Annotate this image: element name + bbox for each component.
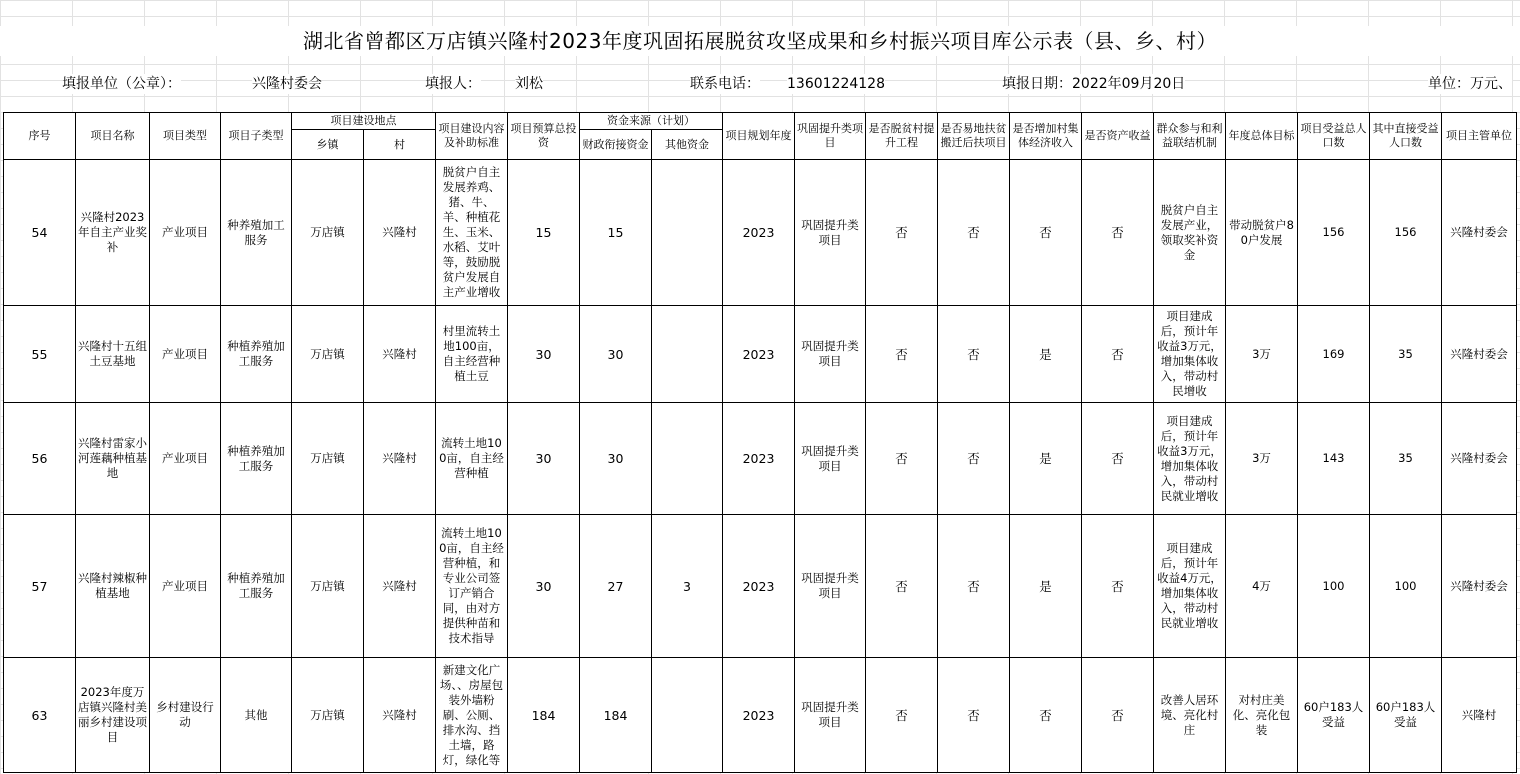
cell-text: 脱贫户自主发展养鸡、猪、牛、羊、种植花生、玉米、水稻、艾叶等，鼓励脱贫户发展自主产业增收	[442, 165, 501, 299]
cell-text: 15	[607, 225, 624, 240]
cell-text: 63	[31, 707, 48, 723]
header-location: 项目建设地点	[292, 113, 436, 130]
cell-direct	[1370, 658, 1442, 773]
cell-seq	[4, 403, 76, 515]
cell-text: 2023	[742, 225, 775, 240]
cell-text: 60户183人受益	[1375, 700, 1436, 729]
cell-plan-year	[723, 403, 795, 515]
cell-text: 项目建成后，预计年收益3万元，增加集体收入，带动村民增收	[1157, 309, 1222, 398]
cell-content	[436, 160, 508, 306]
cell-text: 169	[1322, 346, 1345, 361]
cell-text: 否	[967, 707, 980, 723]
cell-text: 兴隆村辣椒种植基地	[78, 571, 147, 600]
cell-text: 55	[31, 346, 48, 362]
cell-subtype	[221, 515, 292, 658]
cell-relocation	[938, 403, 1010, 515]
cell-text: 万店镇	[310, 707, 345, 722]
cell-collective	[1010, 515, 1082, 658]
cell-poverty-eng	[866, 160, 938, 306]
cell-poverty-eng	[866, 306, 938, 403]
header-annual-goal: 年度总体目标	[1226, 113, 1298, 160]
cell-text: 3	[683, 578, 691, 594]
cell-direct	[1370, 403, 1442, 515]
cell-asset-income	[1082, 403, 1154, 515]
header-mechanism: 群众参与和利益联结机制	[1154, 113, 1226, 160]
cell-poverty-eng	[866, 515, 938, 658]
table-row	[4, 160, 1517, 306]
cell-collective	[1010, 403, 1082, 515]
cell-text: 兴隆村	[382, 225, 417, 239]
cell-text: 万店镇	[310, 451, 345, 465]
cell-other	[652, 515, 723, 658]
cell-other	[652, 306, 723, 403]
cell-text: 万店镇	[310, 346, 345, 361]
cell-fiscal	[580, 160, 652, 306]
cell-text: 30	[535, 451, 552, 466]
cell-village	[364, 306, 436, 403]
cell-text: 改善人居环境、亮化村庄	[1160, 692, 1219, 737]
filler-value: 刘松	[515, 76, 543, 92]
cell-other	[652, 658, 723, 773]
cell-text: 否	[1111, 578, 1124, 594]
cell-annual-goal	[1226, 403, 1298, 515]
header-category: 巩固提升类项目	[795, 113, 866, 160]
cell-text: 否	[895, 346, 908, 362]
cell-budget	[508, 403, 580, 515]
cell-text: 100	[1394, 578, 1417, 593]
cell-direct	[1370, 306, 1442, 403]
cell-text: 巩固提升类项目	[801, 700, 859, 729]
cell-type	[150, 160, 221, 306]
header-collective: 是否增加村集体经济收入	[1010, 113, 1082, 160]
cell-name	[76, 515, 150, 658]
cell-text: 3万	[1252, 346, 1271, 361]
cell-text: 2023	[742, 451, 775, 466]
cell-name	[76, 658, 150, 773]
table-row	[4, 306, 1517, 403]
cell-asset-income	[1082, 658, 1154, 773]
cell-text: 巩固提升类项目	[801, 217, 859, 247]
cell-text: 产业项目	[162, 578, 208, 593]
cell-text: 兴隆村十五组土豆基地	[78, 339, 147, 368]
header-village: 村	[364, 130, 436, 160]
cell-text: 2023	[742, 346, 775, 362]
cell-text: 项目建成后，预计年收益4万元，增加集体收入，带动村民就业增收	[1157, 541, 1222, 630]
header-type: 项目类型	[150, 113, 221, 160]
cell-subtype	[221, 306, 292, 403]
cell-text: 否	[1039, 225, 1052, 240]
cell-category	[795, 515, 866, 658]
header-authority: 项目主管单位	[1442, 113, 1517, 160]
cell-text: 村里流转土地100亩，自主经营种植土豆	[442, 324, 501, 383]
cell-text: 184	[531, 707, 556, 723]
cell-text: 否	[967, 346, 980, 362]
cell-plan-year	[723, 306, 795, 403]
cell-beneficiaries	[1298, 160, 1370, 306]
cell-village	[364, 515, 436, 658]
cell-text: 兴隆村	[382, 707, 417, 722]
cell-asset-income	[1082, 515, 1154, 658]
cell-text: 143	[1322, 451, 1345, 465]
cell-budget	[508, 658, 580, 773]
cell-text: 兴隆村委会	[1450, 225, 1508, 239]
phone-label: 联系电话：	[690, 76, 760, 92]
cell-text: 100	[1322, 578, 1345, 593]
cell-text: 是	[1039, 346, 1052, 362]
cell-text: 否	[1111, 707, 1124, 723]
cell-collective	[1010, 160, 1082, 306]
header-subtype: 项目子类型	[221, 113, 292, 160]
cell-text: 兴隆村	[1461, 707, 1497, 722]
cell-type	[150, 403, 221, 515]
cell-village	[364, 403, 436, 515]
cell-text: 种植养殖加工服务	[227, 339, 285, 368]
cell-asset-income	[1082, 160, 1154, 306]
cell-text: 巩固提升类项目	[801, 339, 859, 368]
cell-budget	[508, 160, 580, 306]
cell-text: 兴隆村	[382, 451, 417, 465]
filler-label: 填报人：	[425, 76, 481, 92]
cell-text: 54	[31, 225, 48, 240]
cell-text: 是	[1039, 451, 1052, 466]
cell-plan-year	[723, 160, 795, 306]
table-row	[4, 515, 1517, 658]
cell-subtype	[221, 658, 292, 773]
header-plan-year: 项目规划年度	[723, 113, 795, 160]
cell-category	[795, 306, 866, 403]
cell-text: 兴隆村委会	[1450, 451, 1508, 465]
cell-text: 35	[1398, 451, 1413, 465]
cell-text: 否	[1039, 707, 1052, 723]
header-town: 乡镇	[292, 130, 364, 160]
cell-fiscal	[580, 658, 652, 773]
cell-text: 兴隆村雷家小河莲藕种植基地	[78, 436, 147, 480]
cell-collective	[1010, 306, 1082, 403]
phone-value: 13601224128	[787, 76, 885, 92]
cell-text: 新建文化广场、、房屋包装外墙粉刷、公厕、排水沟、挡土墙，路灯，绿化等	[439, 662, 504, 767]
cell-mechanism	[1154, 403, 1226, 515]
cell-type	[150, 306, 221, 403]
cell-beneficiaries	[1298, 306, 1370, 403]
cell-town	[292, 160, 364, 306]
header-content: 项目建设内容及补助标准	[436, 113, 508, 160]
cell-fiscal	[580, 403, 652, 515]
cell-village	[364, 160, 436, 306]
cell-authority	[1442, 658, 1517, 773]
cell-town	[292, 515, 364, 658]
cell-text: 2023	[742, 578, 775, 594]
cell-text: 否	[895, 578, 908, 594]
cell-collective	[1010, 658, 1082, 773]
cell-annual-goal	[1226, 515, 1298, 658]
cell-text: 兴隆村	[382, 578, 417, 593]
cell-annual-goal	[1226, 160, 1298, 306]
cell-content	[436, 515, 508, 658]
cell-text: 产业项目	[162, 451, 208, 465]
cell-text: 产业项目	[162, 346, 208, 361]
table-row	[4, 403, 1517, 515]
cell-text: 种植养殖加工服务	[227, 443, 285, 473]
cell-relocation	[938, 515, 1010, 658]
cell-relocation	[938, 160, 1010, 306]
cell-text: 30	[535, 578, 552, 594]
header-fiscal: 财政衔接资金	[580, 130, 652, 160]
cell-name	[76, 403, 150, 515]
cell-type	[150, 515, 221, 658]
cell-poverty-eng	[866, 658, 938, 773]
cell-text: 流转土地100亩，自主经营种植	[439, 436, 504, 480]
cell-village	[364, 658, 436, 773]
cell-content	[436, 403, 508, 515]
cell-text: 2023年度万店镇兴隆村美丽乡村建设项目	[78, 685, 147, 744]
cell-text: 156	[1322, 225, 1345, 239]
cell-plan-year	[723, 658, 795, 773]
header-asset-income: 是否资产收益	[1082, 113, 1154, 160]
cell-text: 兴隆村2023年自主产业奖补	[78, 210, 147, 254]
cell-text: 30	[607, 451, 624, 466]
cell-text: 种养殖加工服务	[227, 217, 285, 247]
cell-subtype	[221, 403, 292, 515]
cell-budget	[508, 515, 580, 658]
cell-text: 产业项目	[162, 225, 208, 239]
cell-budget	[508, 306, 580, 403]
cell-type	[150, 658, 221, 773]
cell-mechanism	[1154, 306, 1226, 403]
cell-authority	[1442, 160, 1517, 306]
cell-text: 否	[967, 578, 980, 594]
header-poverty-eng: 是否脱贫村提升工程	[866, 113, 938, 160]
cell-text: 否	[1111, 225, 1124, 240]
cell-text: 项目建成后，预计年收益3万元，增加集体收入，带动村民就业增收	[1157, 413, 1222, 503]
header-other: 其他资金	[652, 130, 723, 160]
currency-unit: 单位：万元、	[1428, 76, 1512, 92]
cell-seq	[4, 658, 76, 773]
cell-seq	[4, 306, 76, 403]
cell-beneficiaries	[1298, 515, 1370, 658]
cell-text: 35	[1398, 346, 1413, 361]
cell-text: 57	[31, 578, 48, 594]
cell-fiscal	[580, 306, 652, 403]
cell-content	[436, 658, 508, 773]
cell-text: 否	[895, 225, 908, 240]
cell-fiscal	[580, 515, 652, 658]
cell-text: 巩固提升类项目	[801, 443, 859, 473]
cell-text: 否	[967, 225, 980, 240]
cell-text: 兴隆村委会	[1450, 346, 1508, 361]
cell-mechanism	[1154, 515, 1226, 658]
report-date: 填报日期：2022年09月20日	[1002, 76, 1186, 92]
sheet-title: 湖北省曾都区万店镇兴隆村2023年度巩固拓展脱贫攻坚成果和乡村振兴项目库公示表（县、乡、村）	[0, 26, 1520, 56]
cell-other	[652, 403, 723, 515]
cell-text: 脱贫户自主发展产业，领取奖补资金	[1160, 202, 1219, 262]
cell-text: 种植养殖加工服务	[227, 571, 285, 600]
cell-town	[292, 403, 364, 515]
header-seq: 序号	[4, 113, 76, 160]
cell-relocation	[938, 306, 1010, 403]
cell-town	[292, 658, 364, 773]
cell-text: 带动脱贫户80户发展	[1229, 217, 1294, 247]
cell-category	[795, 403, 866, 515]
cell-other	[652, 160, 723, 306]
cell-text: 否	[895, 451, 908, 466]
cell-text: 否	[895, 707, 908, 723]
cell-text: 否	[967, 451, 980, 466]
table-row	[4, 658, 1517, 773]
cell-text: 15	[535, 225, 552, 240]
cell-text: 60户183人受益	[1303, 700, 1364, 729]
cell-text: 巩固提升类项目	[801, 571, 859, 600]
header-beneficiaries: 项目受益总人口数	[1298, 113, 1370, 160]
unit-label: 填报单位（公章）：	[62, 76, 181, 92]
cell-text: 否	[1111, 451, 1124, 466]
cell-beneficiaries	[1298, 403, 1370, 515]
unit-value: 兴隆村委会	[252, 76, 322, 92]
cell-text: 30	[607, 346, 624, 362]
cell-text: 流转土地100亩，自主经营种植，和专业公司签订产销合同，由对方提供种苗和技术指导	[439, 526, 504, 645]
cell-name	[76, 306, 150, 403]
cell-text: 兴隆村委会	[1450, 578, 1508, 593]
cell-relocation	[938, 658, 1010, 773]
cell-asset-income	[1082, 306, 1154, 403]
cell-text: 其他	[244, 707, 268, 722]
cell-mechanism	[1154, 160, 1226, 306]
cell-name	[76, 160, 150, 306]
cell-category	[795, 160, 866, 306]
header-relocation: 是否易地扶贫搬迁后扶项目	[938, 113, 1010, 160]
cell-beneficiaries	[1298, 658, 1370, 773]
cell-text: 156	[1394, 225, 1417, 239]
header-fund-source: 资金来源（计划）	[580, 113, 723, 130]
cell-annual-goal	[1226, 306, 1298, 403]
cell-authority	[1442, 515, 1517, 658]
cell-direct	[1370, 160, 1442, 306]
cell-poverty-eng	[866, 403, 938, 515]
cell-text: 是	[1039, 578, 1052, 594]
header-name: 项目名称	[76, 113, 150, 160]
cell-authority	[1442, 306, 1517, 403]
cell-text: 2023	[742, 707, 775, 723]
cell-text: 万店镇	[310, 578, 345, 593]
cell-text: 4万	[1252, 578, 1271, 593]
cell-text: 对村庄美化、亮化包装	[1232, 692, 1291, 737]
cell-subtype	[221, 160, 292, 306]
cell-text: 56	[31, 451, 48, 466]
cell-direct	[1370, 515, 1442, 658]
cell-text: 30	[535, 346, 552, 362]
cell-text: 27	[607, 578, 624, 594]
cell-mechanism	[1154, 658, 1226, 773]
header-budget: 项目预算总投资	[508, 113, 580, 160]
cell-text: 否	[1111, 346, 1124, 362]
cell-text: 184	[603, 707, 628, 723]
cell-plan-year	[723, 515, 795, 658]
cell-town	[292, 306, 364, 403]
cell-text: 3万	[1252, 451, 1271, 465]
header-direct: 其中直接受益人口数	[1370, 113, 1442, 160]
cell-content	[436, 306, 508, 403]
project-table	[3, 112, 1517, 773]
cell-text: 兴隆村	[382, 346, 417, 361]
cell-annual-goal	[1226, 658, 1298, 773]
cell-seq	[4, 515, 76, 658]
cell-category	[795, 658, 866, 773]
cell-text: 乡村建设行动	[156, 700, 214, 729]
cell-authority	[1442, 403, 1517, 515]
cell-seq	[4, 160, 76, 306]
cell-text: 万店镇	[310, 225, 345, 239]
